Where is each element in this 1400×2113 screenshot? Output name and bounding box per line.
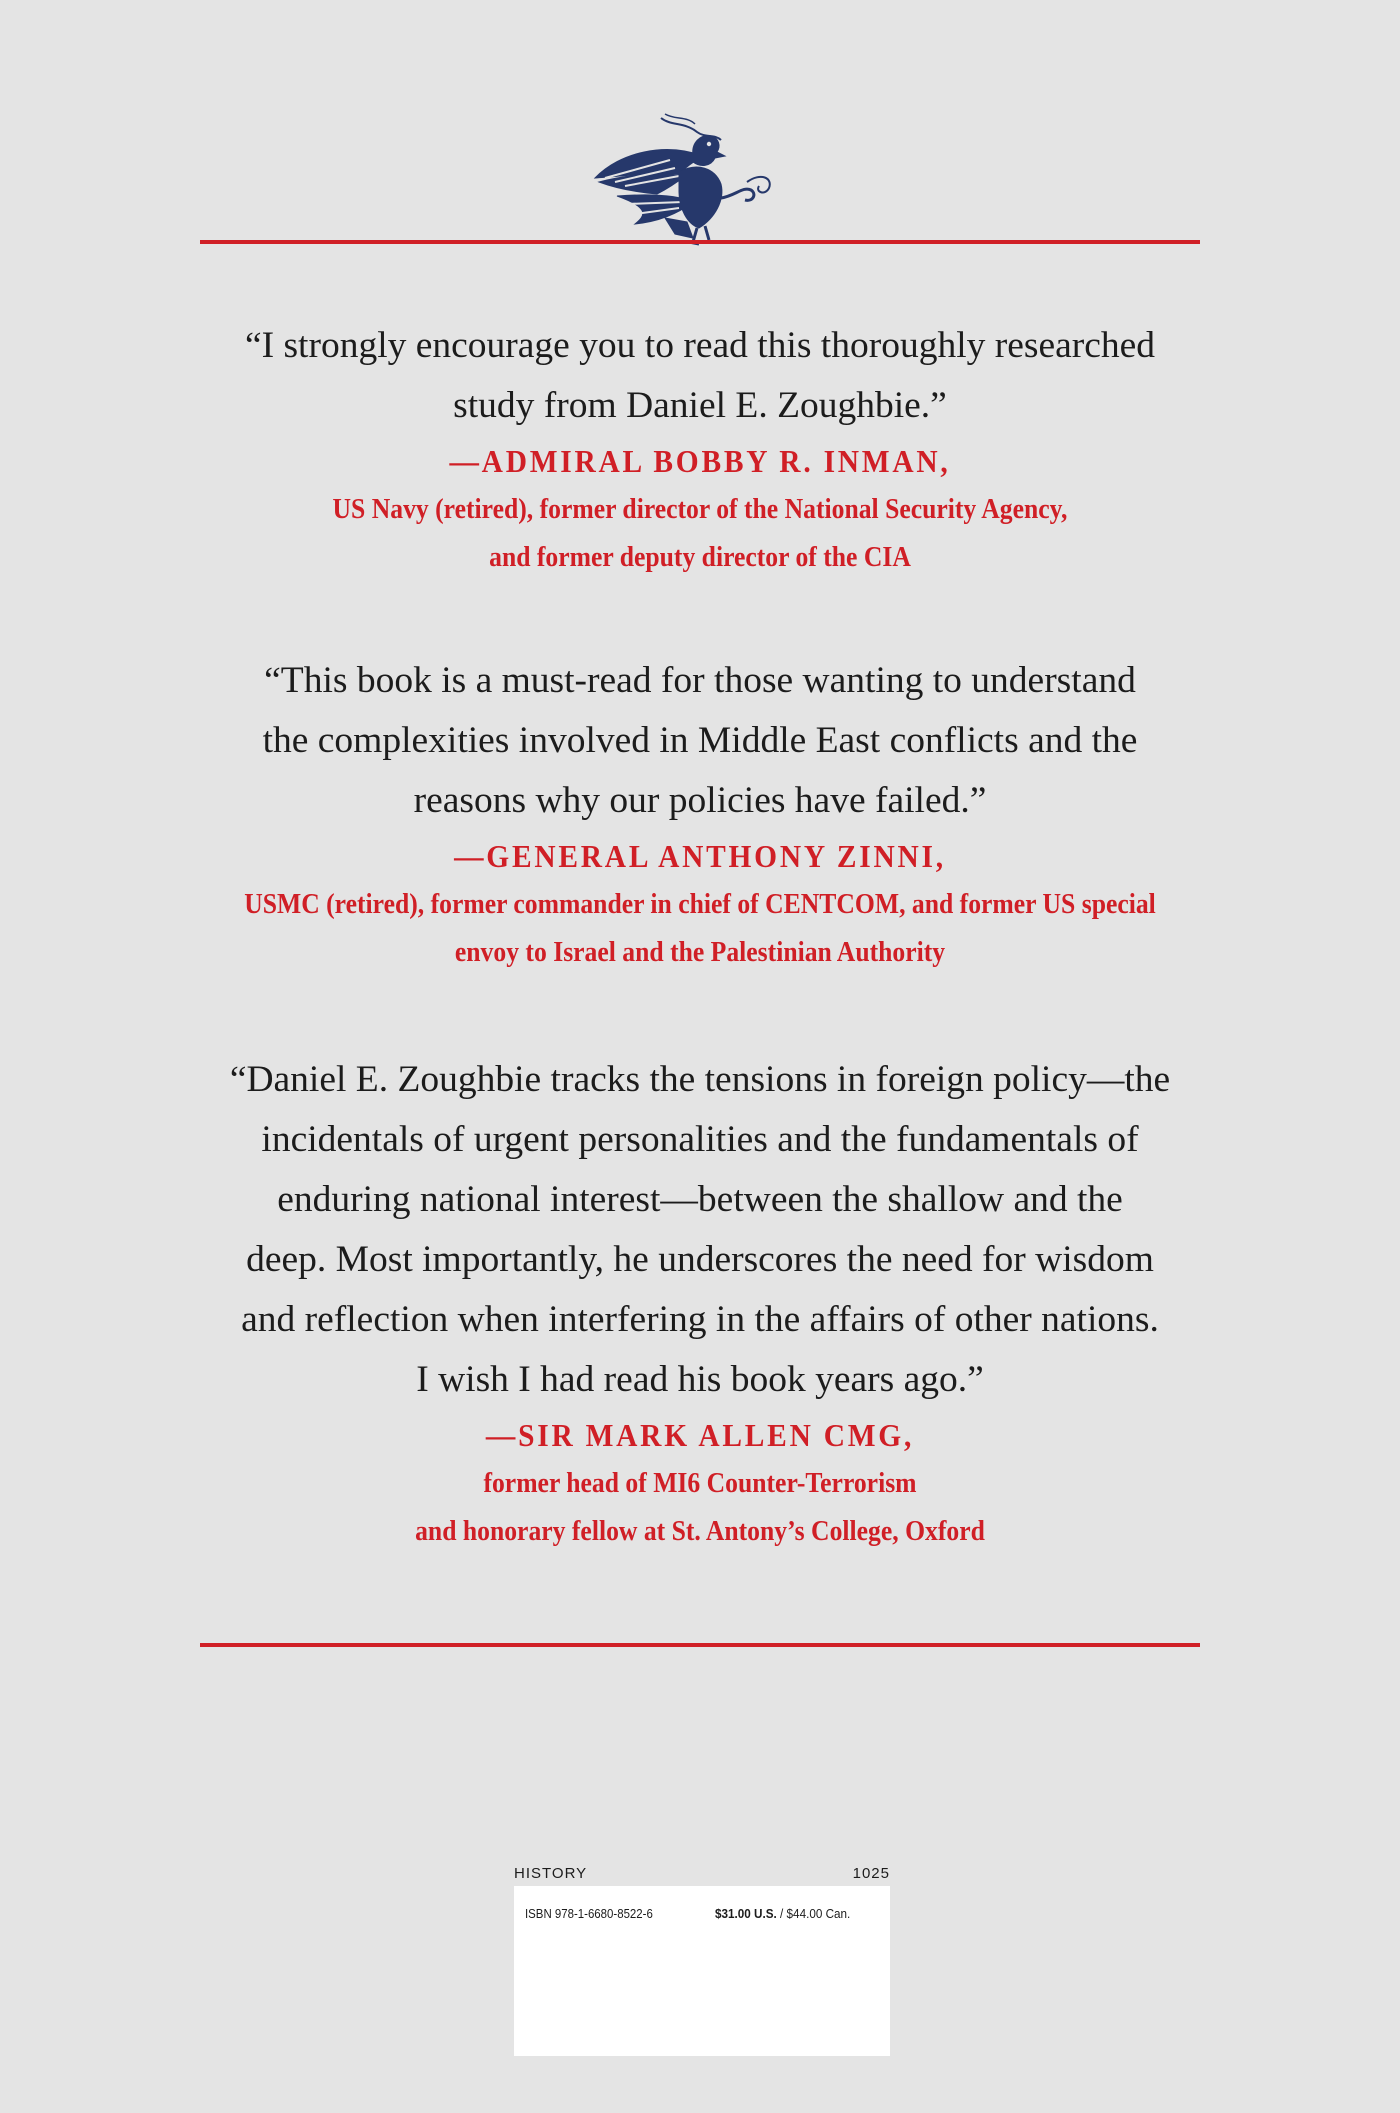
endorsement-quote-line: and reflection when interfering in the affairs of other nations.: [241, 1299, 1159, 1340]
endorser-affiliation-line: USMC (retired), former commander in chief of CENTCOM, and former US special: [244, 889, 1156, 920]
category-label: HISTORY: [514, 1865, 588, 1882]
endorsement-1: [190, 316, 1210, 582]
endorsement-quote-line: study from Daniel E. Zoughbie.”: [453, 385, 947, 426]
endorsement-quote-line: deep. Most importantly, he underscores the need for wisdom: [246, 1239, 1154, 1280]
endorser-affiliation-line: and honorary fellow at St. Antony’s College, Oxford: [415, 1516, 985, 1547]
endorser-name: —ADMIRAL BOBBY R. INMAN,: [449, 443, 951, 479]
endorser-affiliation-line: and former deputy director of the CIA: [489, 542, 911, 573]
endorsement-quote-line: “Daniel E. Zoughbie tracks the tensions in foreign policy—the: [229, 1059, 1171, 1100]
endorsement-quote-line: “This book is a must-read for those wanting to understand: [264, 660, 1136, 701]
barcode-area: [514, 1858, 890, 2056]
isbn-label: ISBN 978-1-6680-8522-6: [525, 1906, 653, 1921]
endorser-affiliation-line: envoy to Israel and the Palestinian Authority: [454, 937, 946, 968]
top-divider: [200, 240, 1200, 244]
endorser-affiliation-line: former head of MI6 Counter-Terrorism: [483, 1468, 917, 1499]
price-separator: /: [776, 1906, 787, 1921]
eagle-icon: [575, 112, 815, 252]
endorsement-quote-line: incidentals of urgent personalities and the fundamentals of: [261, 1119, 1139, 1160]
endorser-name: —GENERAL ANTHONY ZINNI,: [454, 838, 946, 874]
barcode-box: [514, 1886, 890, 2056]
price-label: [715, 1906, 850, 1921]
endorser-affiliation-line: US Navy (retired), former director of the National Security Agency,: [332, 494, 1068, 525]
endorsement-2: [190, 651, 1210, 977]
bottom-divider: [200, 1643, 1200, 1647]
code-label: 1025: [852, 1865, 890, 1882]
endorsement-quote-line: enduring national interest—between the shallow and the: [277, 1179, 1123, 1220]
endorsement-3: [190, 1050, 1210, 1556]
endorsement-quote-line: reasons why our policies have failed.”: [413, 780, 987, 821]
endorsement-quote-line: I wish I had read his book years ago.”: [416, 1359, 984, 1400]
endorsement-quote-line: the complexities involved in Middle East conflicts and the: [262, 720, 1138, 761]
endorsement-quote-line: “I strongly encourage you to read this thoroughly researched: [244, 325, 1156, 366]
price-us: $31.00 U.S.: [715, 1906, 777, 1921]
endorser-name: —SIR MARK ALLEN CMG,: [485, 1417, 915, 1453]
price-can: $44.00 Can.: [786, 1906, 851, 1921]
